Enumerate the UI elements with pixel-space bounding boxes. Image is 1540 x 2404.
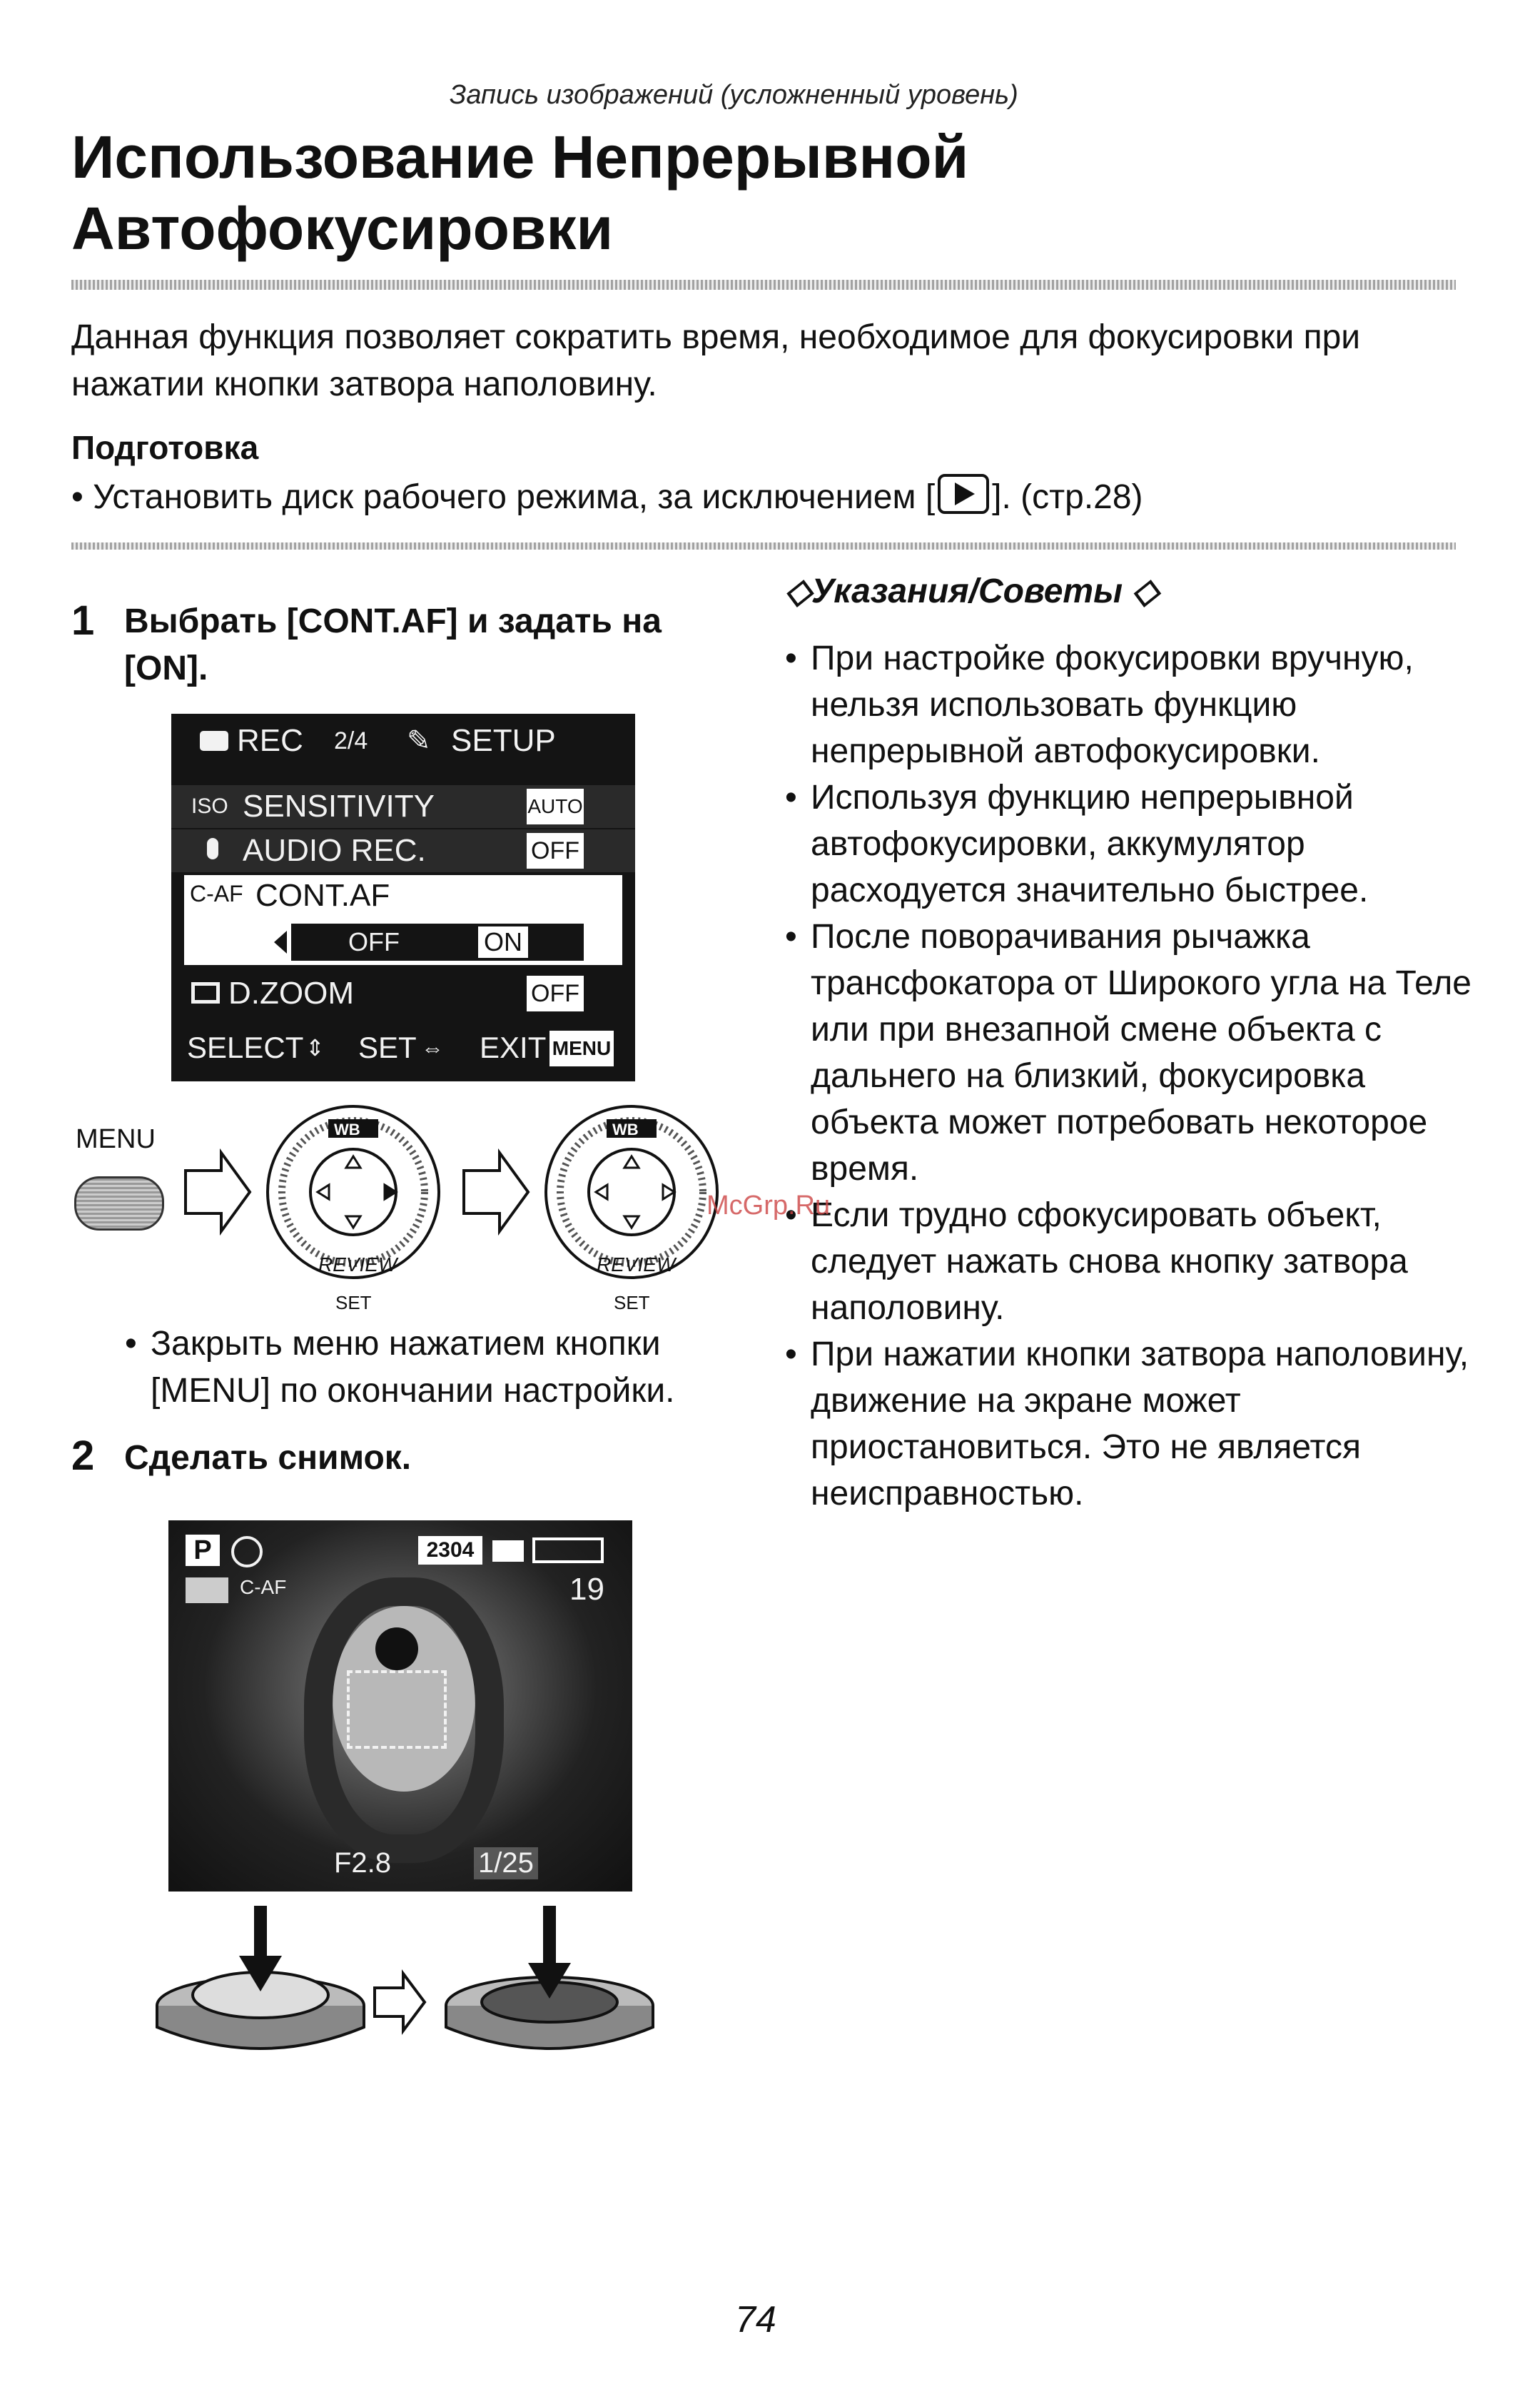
step-1-line-2: [ON]. [124, 650, 208, 687]
menu-button-label: MENU [76, 1124, 156, 1154]
page-title [71, 121, 968, 264]
tip-item: • При нажатии кнопки затвора наполовину, движение на экране может приостановиться. Это не является неисправностью. [785, 1331, 1499, 1517]
menu-row-label: SENSITIVITY [243, 789, 435, 824]
title-line-1: Использование Непрерывной [71, 123, 969, 191]
menu-row-value: OFF [527, 833, 584, 869]
menu-row-value: AUTO [527, 789, 584, 824]
dial-2-set-label: SET [614, 1292, 650, 1313]
footer-menu: MENU [549, 1031, 614, 1066]
step-1-note [125, 1320, 753, 1415]
arrow-right-icon-3 [375, 1974, 425, 2031]
title-divider [71, 280, 1456, 290]
step-1-line-1: Выбрать [CONT.AF] и задать на [124, 602, 662, 640]
stabilizer-icon [186, 1577, 228, 1603]
page-number: 74 [735, 2299, 776, 2340]
prep-heading: Подготовка [71, 429, 259, 466]
step-1-text [124, 598, 662, 692]
wrench-icon: ✎ [407, 725, 431, 757]
tips-heading: ◇Указания/Советы ◇ [785, 572, 1159, 610]
battery-icon [532, 1537, 604, 1563]
cont-af-options[interactable] [291, 924, 584, 961]
prep-text-before: • Установить диск рабочего режима, за исключением [ [71, 478, 936, 516]
focus-indicator-icon [375, 1627, 418, 1670]
menu-row-label: AUDIO REC. [243, 833, 426, 868]
menu-button[interactable] [74, 1176, 164, 1231]
dial-1-wb-label: WB [334, 1121, 360, 1138]
dial-1-review-label: REVIEW [318, 1253, 397, 1276]
tip-item: • После поворачивания рычажка трансфокатора от Широкого угла на Теле или при внезапной смене объекта с дальнего на близкий, фокусировка объекта может потребовать некоторое время. [785, 914, 1499, 1192]
arrow-right-icon [186, 1153, 250, 1231]
caf-indicator: C-AF [240, 1576, 287, 1598]
remaining-shots: 19 [569, 1572, 604, 1607]
zoom-icon [191, 982, 220, 1004]
prep-text [71, 474, 1143, 517]
left-arrow-icon [274, 931, 287, 954]
menu-tabs [171, 719, 635, 762]
quality-icon [492, 1540, 524, 1562]
menu-row-audio-rec[interactable] [171, 829, 635, 872]
step-2-text: Сделать снимок. [124, 1439, 412, 1477]
tip-item: • При настройке фокусировки вручную, нельзя использовать функцию непрерывной автофокусировки. [785, 635, 1499, 774]
tab-rec[interactable]: REC [237, 723, 303, 758]
mode-p-badge: P [186, 1535, 220, 1566]
aperture-value: F2.8 [334, 1847, 392, 1879]
note-item: • Закрыть меню нажатием кнопки [MENU] по окончании настройки. [125, 1320, 753, 1415]
af-frame [347, 1670, 447, 1749]
iso-icon: ISO [191, 794, 228, 818]
shutter-value: 1/25 [474, 1847, 538, 1879]
shutter-diagram [150, 1899, 664, 2063]
up-down-icon: ⇕ [305, 1035, 325, 1061]
menu-footer [171, 1026, 635, 1069]
prep-text-after: ]. (стр.28) [992, 478, 1143, 516]
menu-row-value: OFF [527, 976, 584, 1011]
arrow-right-icon-2 [464, 1153, 528, 1231]
caf-icon: C-AF [190, 881, 243, 906]
control-diagram [171, 1085, 756, 1320]
step-1-number: 1 [71, 597, 95, 644]
option-on[interactable]: ON [478, 926, 528, 958]
title-line-2: Автофокусировки [71, 195, 614, 262]
menu-row-cont-af-selected[interactable] [184, 875, 622, 965]
camera-icon [200, 731, 228, 751]
tip-item: • Используя функцию непрерывной автофокусировки, аккумулятор расходуется значительно быстрее. [785, 774, 1499, 914]
menu-row-label: CONT.AF [255, 878, 390, 913]
play-mode-icon [938, 474, 989, 514]
prep-divider [71, 542, 1456, 550]
section-label: Запись изображений (усложненный уровень) [450, 80, 1018, 110]
option-off[interactable]: OFF [348, 927, 400, 956]
flash-off-icon [231, 1536, 263, 1567]
left-right-icon: ⇔ [421, 1035, 444, 1061]
dial-2-review-label: REVIEW [597, 1253, 676, 1276]
tab-setup[interactable]: SETUP [451, 723, 556, 758]
footer-exit: EXIT [480, 1031, 547, 1064]
menu-screen [171, 714, 635, 1081]
menu-row-sensitivity[interactable] [171, 785, 635, 828]
tab-page: 2/4 [334, 727, 368, 754]
microphone-icon [207, 838, 218, 859]
step-2-number: 2 [71, 1433, 95, 1479]
tip-item: • Если трудно сфокусировать объект, следует нажать снова кнопку затвора наполовину. [785, 1192, 1499, 1331]
menu-row-label: D.ZOOM [228, 976, 354, 1011]
footer-set: SET [358, 1031, 417, 1064]
intro-text: Данная функция позволяет сократить время, необходимое для фокусировки при нажатии кнопки затвора наполовину. [71, 318, 1361, 403]
record-screen [168, 1520, 632, 1892]
menu-row-d-zoom[interactable] [171, 972, 635, 1015]
shot-count: 2304 [418, 1536, 482, 1565]
watermark: McGrp.Ru [706, 1191, 831, 1221]
dial-1-set-label: SET [335, 1292, 372, 1313]
footer-select: SELECT [187, 1031, 304, 1064]
tips-list [785, 635, 1499, 1517]
dial-2-wb-label: WB [612, 1121, 639, 1138]
